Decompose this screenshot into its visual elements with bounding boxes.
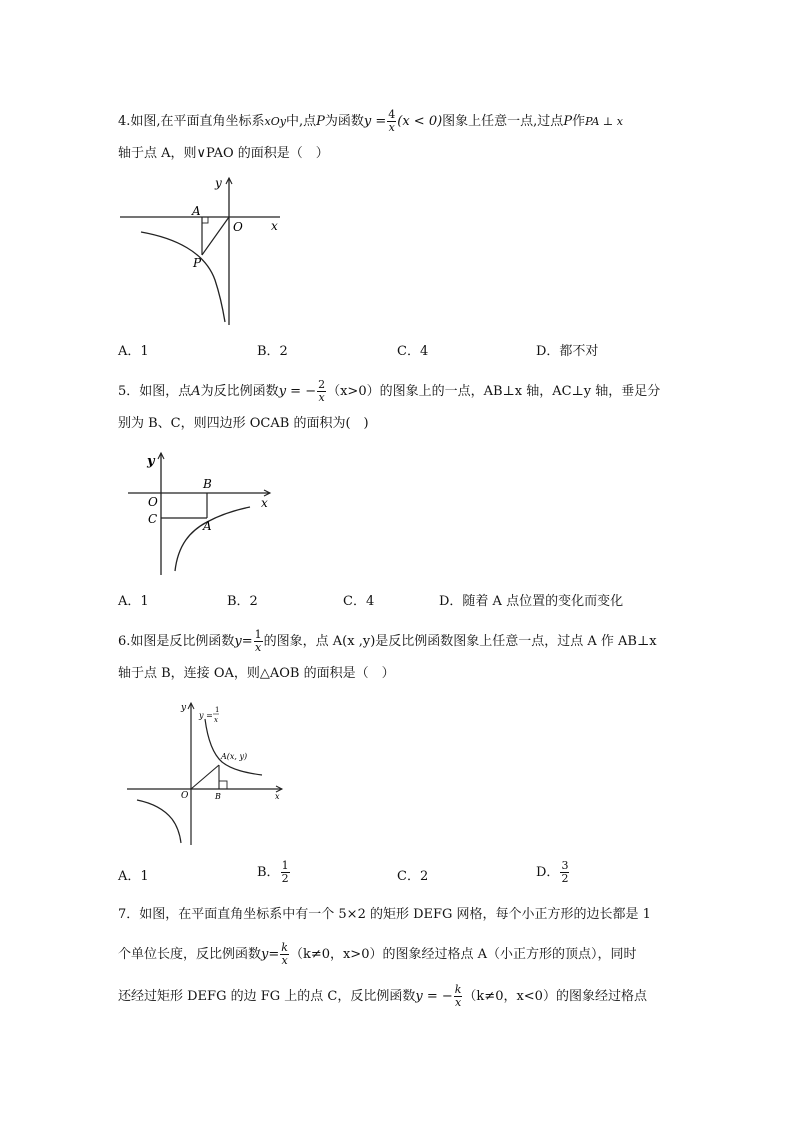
text: P [316,114,325,129]
label-a: A [203,519,212,533]
text: y = [363,114,387,129]
text: y= [234,634,253,649]
q6-stem-line2: 轴于点 B，连接 OA，则△AOB 的面积是（ ） [118,666,395,681]
label-o: O [233,220,243,234]
text: 6.如图是反比例函数 [118,634,235,649]
right-angle-mark [219,781,227,789]
q5-option-b[interactable]: B．2 [227,594,258,609]
right-angle-mark [202,217,208,223]
q6-figure [122,697,287,849]
denominator: x [454,996,462,1009]
text: 4.如图,在平面直角坐标系 [118,114,265,129]
q6-option-a[interactable]: A．1 [118,869,149,884]
label-p: P [193,256,202,270]
text: 为反比例函数 [200,384,279,399]
label-a: A(x, y) [221,752,248,761]
denominator: x [255,641,262,654]
q6-option-d[interactable] [536,860,570,885]
numerator: 1 [254,628,262,641]
hyperbola [141,232,225,322]
q4-option-d[interactable]: D．都不对 [536,344,599,359]
q7-stem-line1: 7．如图，在平面直角坐标系中有一个 5×2 的矩形 DEFG 网格，每个小正方形的边长都是 1 [118,907,651,922]
label-func-y: y = [199,711,213,720]
q5-figure [120,445,285,580]
label-b: B [215,792,221,801]
q5-stem-line2: 别为 B、C，则四边形 OCAB 的面积为( ) [118,416,369,431]
text: y = − [415,989,453,1004]
label-y: y [215,176,222,190]
q4-stem-line1 [118,109,623,134]
label-y: y [181,703,187,713]
q5-stem-line1 [118,379,660,404]
text: 的图象，点 A(x ,y)是反比例函数图象上任意一点，过点 A 作 AB⊥x [263,634,657,649]
option-label: D． [536,865,560,880]
label-x: x [261,496,268,510]
option-label: B． [257,865,280,880]
label-y: y [147,454,155,469]
text: 还经过矩形 DEFG 的边 FG 上的点 C，反比例函数 [118,989,416,1004]
text: 5．如图，点 [118,384,192,399]
text: 图象上任意一点,过点 [442,114,564,129]
fraction [454,984,463,1009]
text: （k≠0，x>0）的图象经过格点 A（小正方形的顶点），同时 [289,947,637,962]
fraction [560,860,569,885]
text: （x>0）的图象上的一点，AB⊥x 轴，AC⊥y 轴，垂足分 [327,384,661,399]
denominator: x [281,954,288,967]
denominator: x [388,121,395,134]
numerator: 1 [281,859,289,872]
label-x: x [275,792,280,801]
text: 个单位长度，反比例函数 [118,947,262,962]
denominator: 2 [561,872,569,885]
label-c: C [148,512,158,526]
hyperbola [175,507,250,571]
q7-stem-line3 [118,984,647,1009]
q4-option-a[interactable]: A．1 [118,344,149,359]
q6-option-c[interactable]: C．2 [397,869,429,884]
numerator: 4 [388,108,396,121]
q5-option-d[interactable]: D．随着 A 点位置的变化而变化 [439,594,624,609]
label-func-den: x [214,716,218,724]
text: P [563,114,573,129]
text: 中,点 [285,114,317,129]
q4-option-b[interactable]: B．2 [257,344,288,359]
q5-option-a[interactable]: A．1 [118,594,149,609]
q4-option-c[interactable]: C．4 [397,344,429,359]
text: A [191,384,201,399]
fraction [281,860,290,885]
label-o: O [148,495,158,509]
text: PA ⊥ x [585,115,623,128]
fraction [387,109,396,134]
text: （k≠0，x<0）的图象经过格点 [463,989,647,1004]
fraction [317,379,326,404]
q4-figure [115,170,295,330]
numerator: 3 [561,859,569,872]
q6-stem-line1 [118,629,657,654]
hyperbola-left [137,800,181,843]
denominator: 2 [281,872,289,885]
segment-oa [191,765,219,789]
text: y= [261,947,280,962]
label-func-num: 1 [215,706,220,714]
q7-stem-line2 [118,942,637,967]
label-b: B [203,477,212,491]
label-o: O [181,791,189,801]
text: 作 [572,114,586,129]
q4-stem-line2: 轴于点 A，则∨PAO 的面积是（ ） [118,146,329,161]
text: 为函数 [324,114,364,129]
denominator: x [318,391,325,404]
q6-option-b[interactable] [257,860,291,885]
numerator: k [454,983,462,996]
hyperbola-right [205,719,262,775]
text: (x < 0) [397,114,443,129]
fraction [280,942,289,967]
numerator: 2 [318,378,326,391]
numerator: k [281,941,288,954]
label-x: x [271,219,278,233]
label-a: A [192,204,201,218]
text: y = − [278,384,317,399]
fraction [254,629,263,654]
q5-option-c[interactable]: C．4 [343,594,375,609]
text: xOy [264,115,286,128]
